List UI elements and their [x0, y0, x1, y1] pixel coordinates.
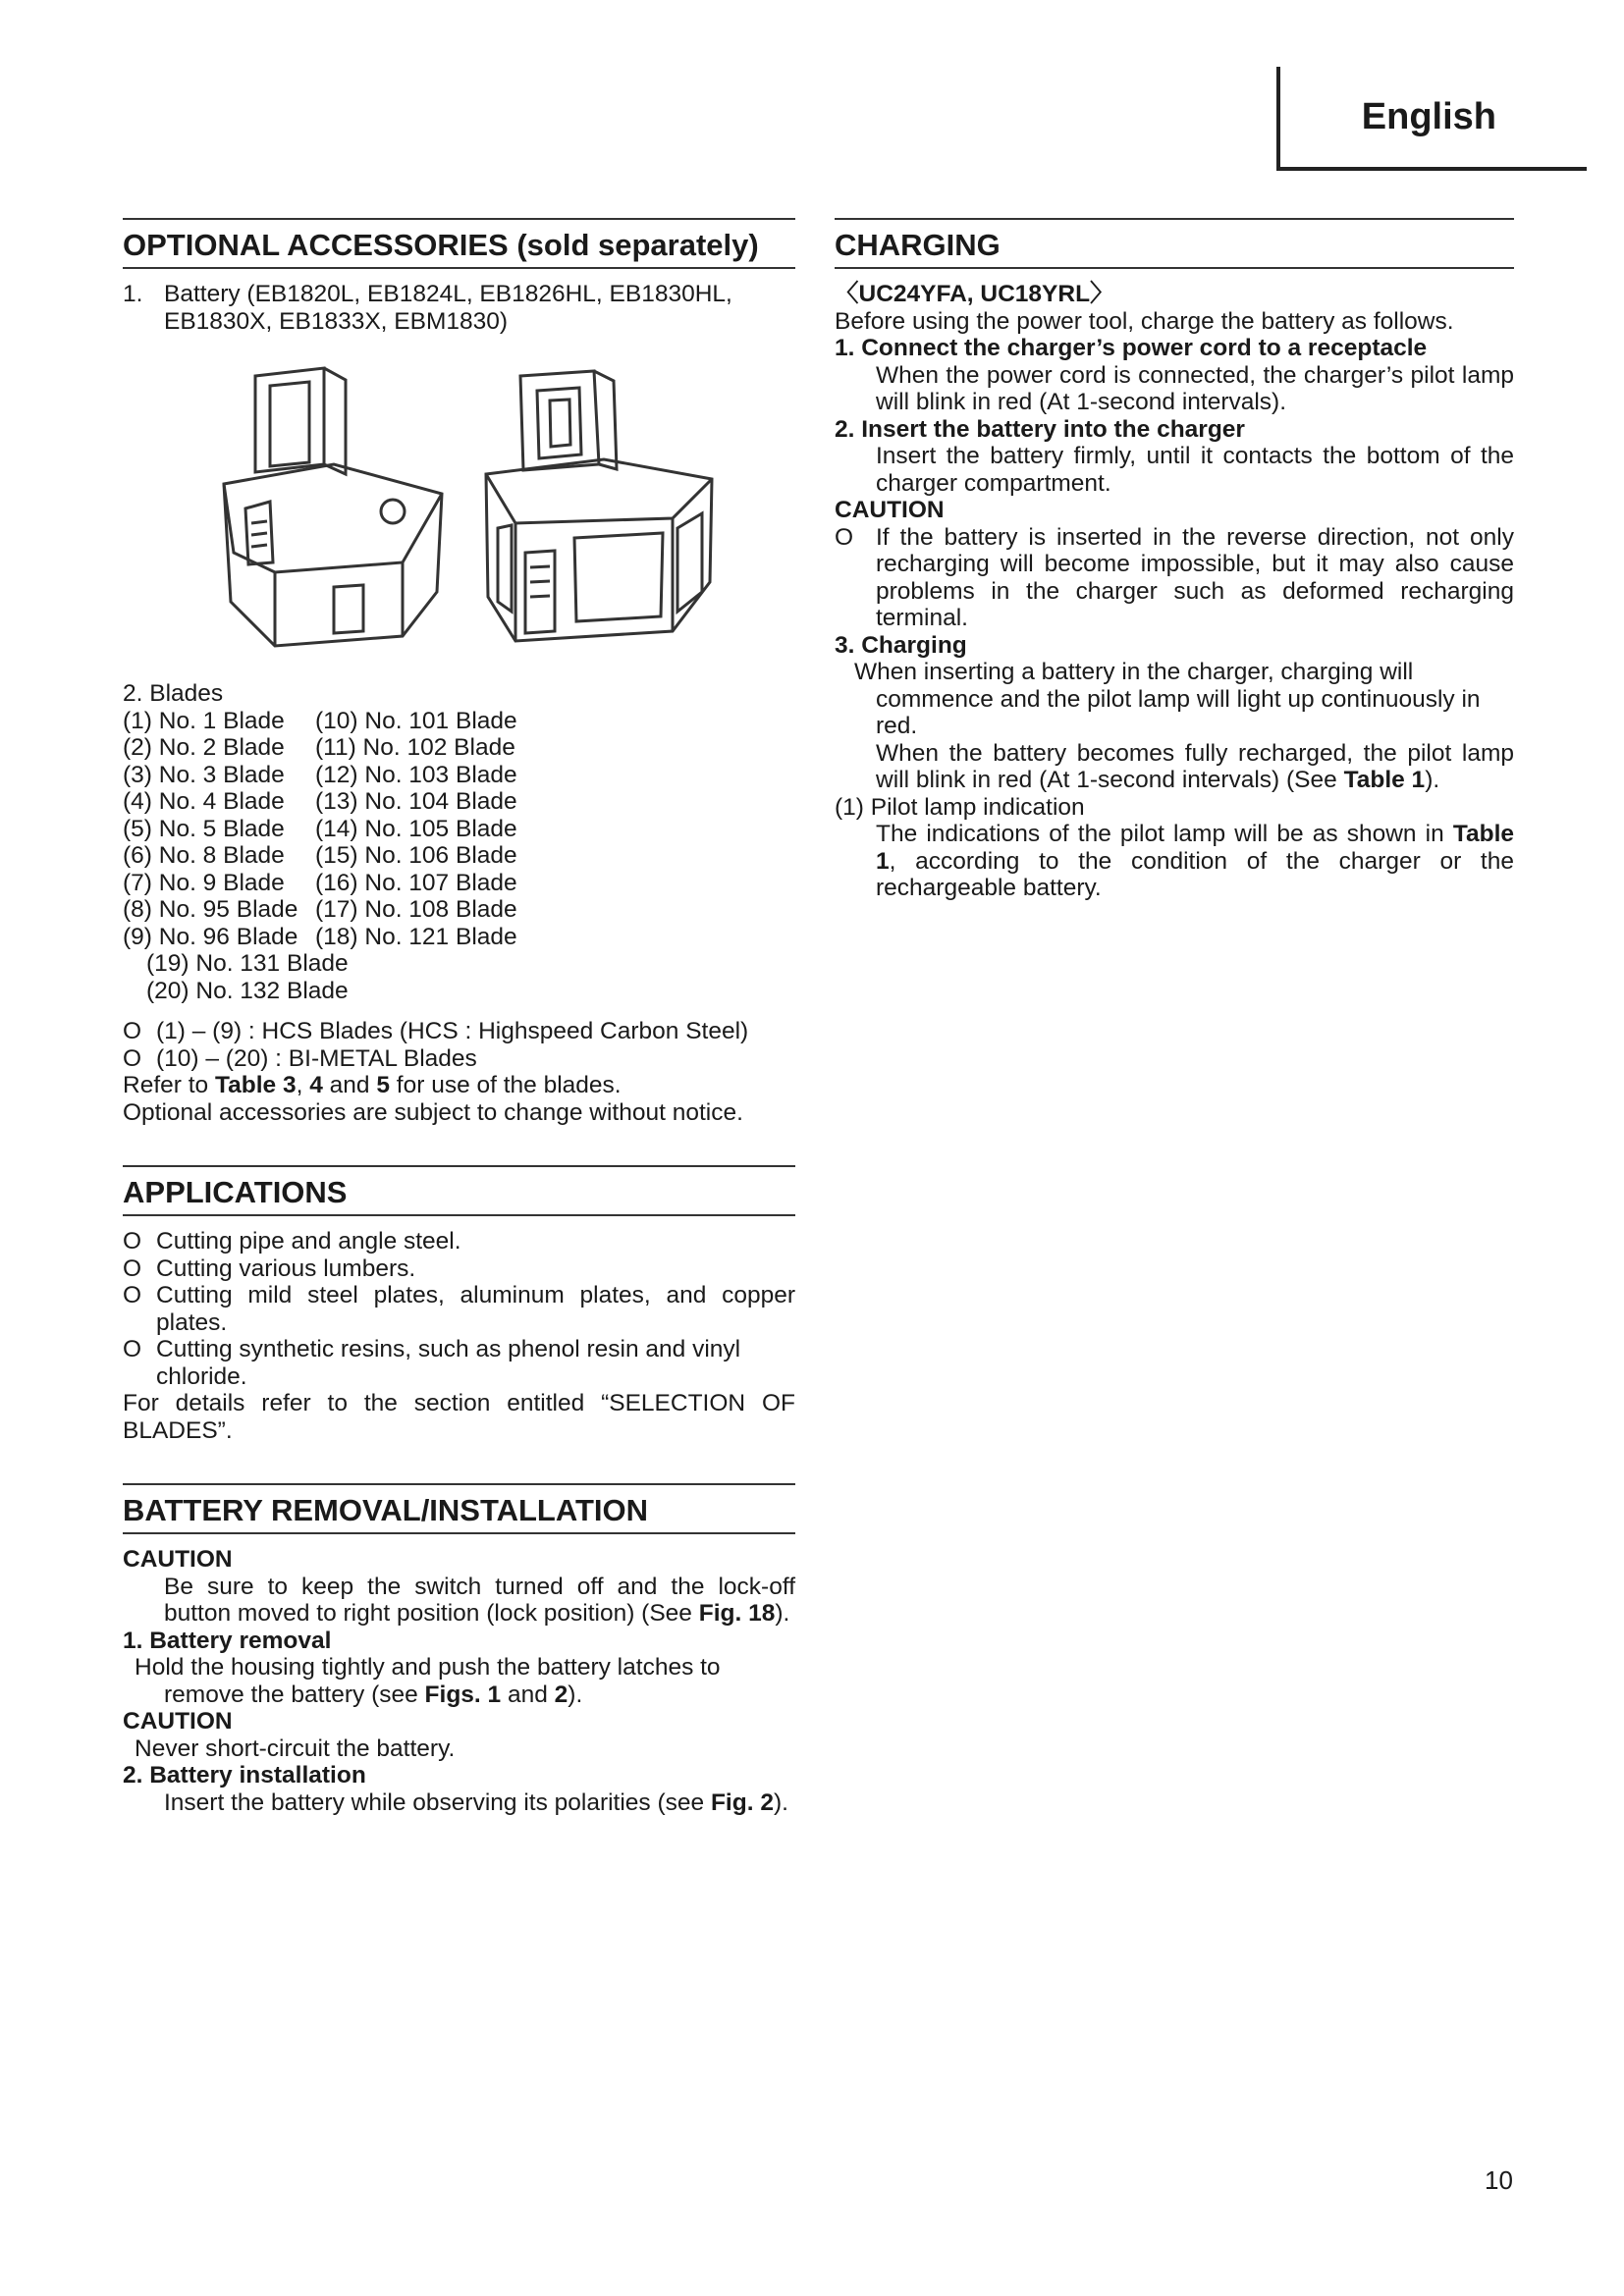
list-item: (7) No. 9 Blade (16) No. 107 Blade [123, 869, 517, 896]
blades-label: 2. Blades [123, 680, 224, 707]
caution-text: O If the battery is inserted in the reverse direction, not only recharging will become impossible, but it may also cause problems in the charger such as deformed recharging terminal. [835, 523, 1514, 631]
list-item: (9) No. 96 Blade (18) No. 121 Blade [123, 923, 517, 950]
caution-label: CAUTION [835, 497, 945, 523]
battery-models-line1: Battery (EB1820L, EB1824L, EB1826HL, EB1830HL, [164, 281, 732, 307]
charging-step-3-text-2: When the battery becomes fully recharged, the pilot lamp will blink in red (At 1-second intervals) (See Table 1). [876, 739, 1514, 793]
battery-installation-step: 2. Battery installation [123, 1762, 366, 1789]
accessories-notice: Optional accessories are subject to change without notice. [123, 1098, 743, 1126]
list-item: (3) No. 3 Blade (12) No. 103 Blade [123, 761, 517, 788]
charging-step-1: 1. Connect the charger’s power cord to a receptacle [835, 335, 1428, 361]
caution-label: CAUTION [123, 1546, 233, 1573]
list-item: (20) No. 132 Blade [146, 977, 349, 1004]
battery-removal-heading: BATTERY REMOVAL/INSTALLATION [123, 1483, 795, 1534]
charging-step-3: 3. Charging [835, 631, 967, 659]
charging-step-3-text: When inserting a battery in the charger, charging will commence and the pilot lamp will light up continuously in red. [854, 659, 1481, 739]
caution-text: Never short-circuit the battery. [135, 1735, 456, 1762]
list-item: (19) No. 131 Blade [146, 950, 349, 977]
list-item: (5) No. 5 Blade (14) No. 105 Blade [123, 815, 517, 842]
charging-intro: Before using the power tool, charge the battery as follows. [835, 307, 1454, 335]
list-item: O Cutting synthetic resins, such as phenol resin and vinyl chloride. [123, 1336, 741, 1390]
battery-removal-text: Hold the housing tightly and push the battery latches to remove the battery (see Figs. 1 and 2). [135, 1654, 721, 1708]
battery-models-line2: EB1830X, EB1833X, EBM1830) [164, 307, 509, 335]
hcs-note: O (1) – (9) : HCS Blades (HCS : Highspeed Carbon Steel) [123, 1018, 749, 1044]
left-column [123, 218, 795, 1816]
battery-removal-step: 1. Battery removal [123, 1627, 332, 1654]
caution-label: CAUTION [123, 1708, 233, 1735]
battery-illustrations [123, 356, 795, 661]
list-item: (2) No. 2 Blade (11) No. 102 Blade [123, 734, 515, 761]
pilot-lamp-text: The indications of the pilot lamp will be as shown in Table 1, according to the condition of the charger or the rechargeable battery. [876, 821, 1514, 901]
applications-details: For details refer to the section entitled “SELECTION OF BLADES”. [123, 1390, 795, 1444]
optional-accessories-heading: OPTIONAL ACCESSORIES (sold separately) [123, 218, 795, 269]
list-item: (1) No. 1 Blade (10) No. 101 Blade [123, 707, 517, 734]
list-item: (6) No. 8 Blade (15) No. 106 Blade [123, 842, 517, 869]
list-item: (8) No. 95 Blade (17) No. 108 Blade [123, 896, 517, 923]
battery-installation-text: Insert the battery while observing its polarities (see Fig. 2). [164, 1789, 788, 1816]
charging-heading: CHARGING [835, 218, 1514, 269]
right-column [835, 218, 1514, 902]
list-item: (4) No. 4 Blade (13) No. 104 Blade [123, 788, 517, 815]
applications-heading: APPLICATIONS [123, 1165, 795, 1216]
charging-step-1-text: When the power cord is connected, the charger’s pilot lamp will blink in red (At 1-second intervals). [876, 361, 1514, 415]
battery-pack-illustration-left [216, 356, 452, 651]
battery-pack-illustration-right [476, 356, 722, 651]
language-label: English [1361, 96, 1496, 137]
caution-text: Be sure to keep the switch turned off and the lock-off button moved to right position (lock position) (See Fig. 18). [164, 1573, 795, 1627]
list-item: O Cutting pipe and angle steel. [123, 1228, 461, 1255]
page-number: 10 [1485, 2165, 1513, 2195]
blades-list [123, 680, 795, 1004]
list-item: O Cutting mild steel plates, aluminum plates, and copper plates. [123, 1282, 795, 1336]
charger-models: 〈UC24YFA, UC18YRL〉 [835, 281, 1114, 307]
accessory-number: 1. [123, 281, 143, 307]
bimetal-note: O (10) – (20) : BI-METAL Blades [123, 1044, 477, 1072]
accessory-battery [123, 281, 795, 335]
charging-step-2: 2. Insert the battery into the charger [835, 415, 1245, 443]
charging-step-2-text: Insert the battery firmly, until it contacts the bottom of the charger compartment. [876, 443, 1514, 497]
refer-tables-text: Refer to Table 3, 4 and 5 for use of the blades. [123, 1072, 622, 1098]
language-tab [1276, 67, 1587, 171]
pilot-lamp-title: (1) Pilot lamp indication [835, 793, 1085, 821]
list-item: O Cutting various lumbers. [123, 1255, 416, 1282]
